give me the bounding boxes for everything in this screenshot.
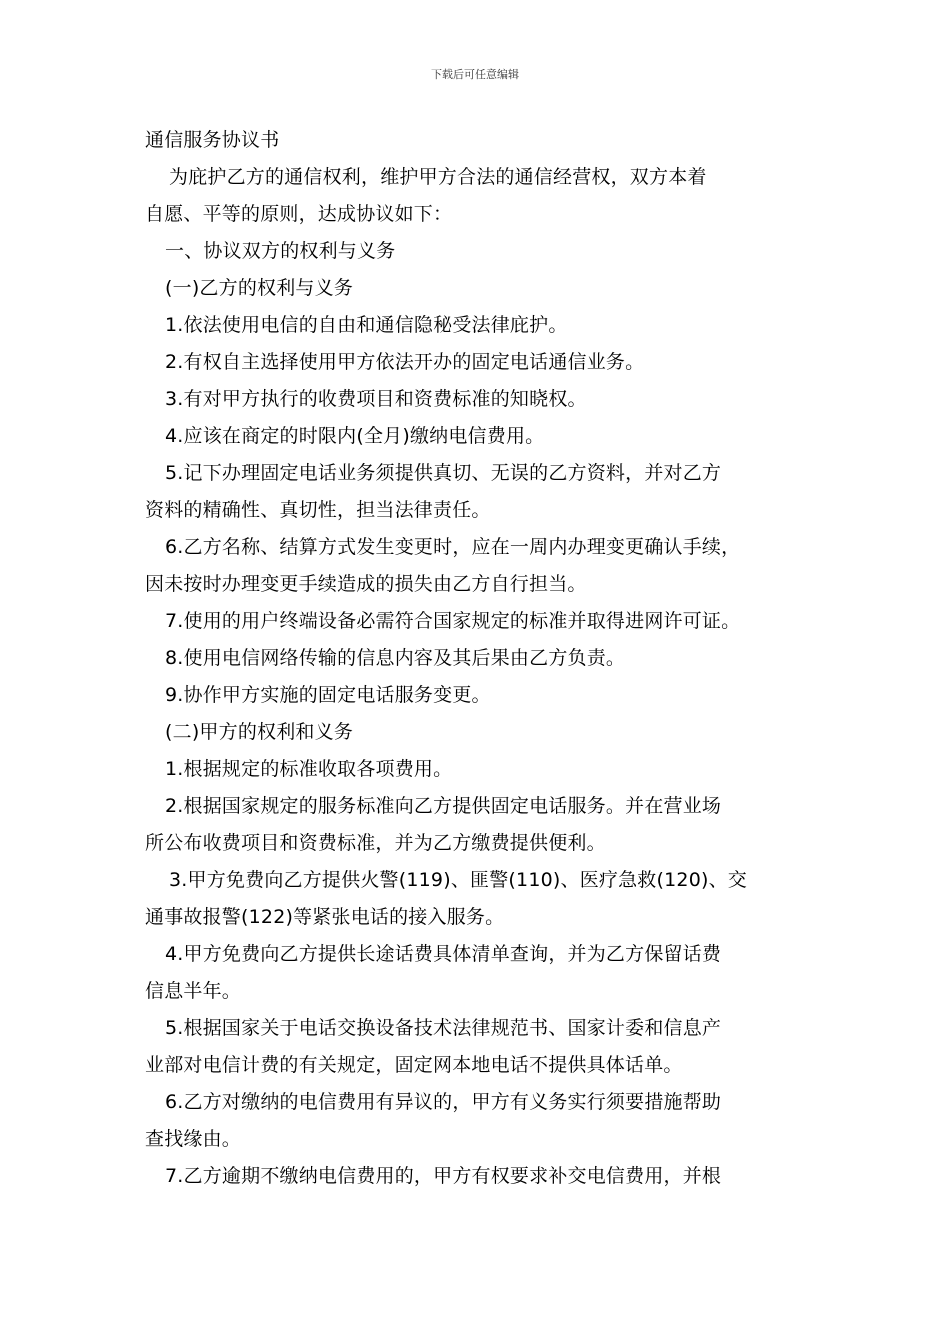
- list-item: 5.根据国家关于电话交换设备技术法律规范书、国家计委和信息产: [165, 1017, 722, 1039]
- header-note: 下载后可任意编辑: [431, 68, 519, 81]
- list-item: 7.乙方逾期不缴纳电信费用的，甲方有权要求补交电信费用，并根: [165, 1165, 722, 1187]
- document-title: 通信服务协议书: [145, 129, 280, 151]
- list-item: 2.有权自主选择使用甲方依法开办的固定电话通信业务。: [165, 351, 645, 373]
- list-item: 6.乙方对缴纳的电信费用有异议的，甲方有义务实行须要措施帮助: [165, 1091, 722, 1113]
- list-item: 3.甲方免费向乙方提供火警(119)、匪警(110)、医疗急救(120)、交: [169, 869, 748, 891]
- list-item: 3.有对甲方执行的收费项目和资费标准的知晓权。: [165, 388, 587, 410]
- list-item-continuation: 因未按时办理变更手续造成的损失由乙方自行担当。: [145, 573, 587, 595]
- paragraph-line: 为庇护乙方的通信权利，维护甲方合法的通信经营权，双方本着: [169, 166, 707, 188]
- subsection-heading: (一)乙方的权利与义务: [165, 277, 354, 299]
- paragraph-line: 自愿、平等的原则，达成协议如下：: [145, 203, 453, 225]
- list-item-continuation: 查找缘由。: [145, 1128, 242, 1150]
- list-item-continuation: 业部对电信计费的有关规定，固定网本地电话不提供具体话单。: [145, 1054, 683, 1076]
- list-item: 1.根据规定的标准收取各项费用。: [165, 758, 453, 780]
- list-item-continuation: 所公布收费项目和资费标准，并为乙方缴费提供便利。: [145, 832, 606, 854]
- list-item: 6.乙方名称、结算方式发生变更时，应在一周内办理变更确认手续，: [165, 536, 741, 558]
- section-heading: 一、协议双方的权利与义务: [165, 240, 396, 262]
- list-item: 1.依法使用电信的自由和通信隐秘受法律庇护。: [165, 314, 568, 336]
- list-item: 2.根据国家规定的服务标准向乙方提供固定电话服务。并在营业场: [165, 795, 722, 817]
- list-item: 5.记下办理固定电话业务须提供真切、无误的乙方资料，并对乙方: [165, 462, 722, 484]
- list-item: 9.协作甲方实施的固定电话服务变更。: [165, 684, 491, 706]
- list-item-continuation: 资料的精确性、真切性，担当法律责任。: [145, 499, 491, 521]
- list-item: 8.使用电信网络传输的信息内容及其后果由乙方负责。: [165, 647, 626, 669]
- document-body: [145, 122, 815, 1195]
- list-item-continuation: 通事故报警(122)等紧张电话的接入服务。: [145, 906, 505, 928]
- list-item-continuation: 信息半年。: [145, 980, 242, 1002]
- list-item: 7.使用的用户终端设备必需符合国家规定的标准并取得进网许可证。: [165, 610, 741, 632]
- list-item: 4.甲方免费向乙方提供长途话费具体清单查询，并为乙方保留话费: [165, 943, 722, 965]
- subsection-heading: (二)甲方的权利和义务: [165, 721, 354, 743]
- list-item: 4.应该在商定的时限内(全月)缴纳电信费用。: [165, 425, 545, 447]
